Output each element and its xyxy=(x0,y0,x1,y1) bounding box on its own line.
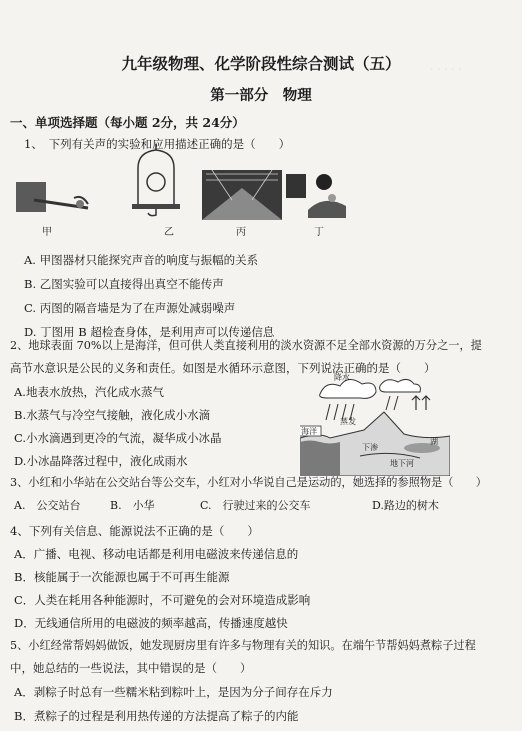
diagram-label-groundwater: 地下河 xyxy=(390,459,414,468)
page-subtitle: 第一部分 物理 xyxy=(210,87,312,104)
bleed-through-text: . . . . . xyxy=(430,60,462,73)
page-title: 九年级物理、化学阶段性综合测试（五） xyxy=(121,54,401,73)
q1-option-c: C. 丙图的隔音墙是为了在声源处减弱噪声 xyxy=(24,301,236,315)
q1-option-a: A. 甲图器材只能探究声音的响度与振幅的关系 xyxy=(24,253,259,267)
q4-option-d: D．无线通信所用的电磁波的频率越高，传播速度越快 xyxy=(14,616,288,630)
section-heading: 一、单项选择题（每小题 2分，共 24分） xyxy=(10,115,245,130)
q2-stem-line1: 2、地球表面 70%以上是海洋，但可供人类直接利用的淡水资源不足全部水资源的万分之一，提 xyxy=(10,339,482,352)
q2-stem-line2: 高节水意识是公民的义务和责任。如图是水循环示意图，下列说法正确的是（ ） xyxy=(10,361,436,375)
q1-figures xyxy=(14,170,344,238)
q4-option-a: A．广播、电视、移动电话都是利用电磁波来传递信息的 xyxy=(14,547,299,561)
q3-option-b: B. 小华 xyxy=(110,499,155,512)
figure-yi xyxy=(126,142,186,220)
q3-option-d: D.路边的树木 xyxy=(372,499,439,512)
q1-option-b: B. 乙图实验可以直接得出真空不能传声 xyxy=(24,277,224,291)
figure-label-yi: 乙 xyxy=(164,227,174,238)
figure-label-jia: 甲 xyxy=(42,227,52,238)
q4-option-b: B．核能属于一次能源也属于不可再生能源 xyxy=(14,570,230,584)
q4-option-c: C．人类在耗用各种能源时，不可避免的会对环境造成影响 xyxy=(14,593,311,607)
q3-option-c: C. 行驶过来的公交车 xyxy=(200,499,311,512)
q5-option-b: B．煮粽子的过程是利用热传递的方法提高了粽子的内能 xyxy=(14,709,299,723)
q1-stem: 1、 下列有关声的实验和应用描述正确的是（ ） xyxy=(24,137,291,151)
q2-option-d: D.小冰晶降落过程中，液化成雨水 xyxy=(14,454,188,468)
q5-stem-line2: 中，她总结的一些说法，其中错误的是（ ） xyxy=(10,661,252,675)
q4-stem: 4、下列有关信息、能源说法不正确的是（ ） xyxy=(10,524,259,538)
diagram-label-lake: 湖 xyxy=(430,437,438,446)
diagram-label-rain: 降水 xyxy=(334,373,350,382)
water-cycle-drawing xyxy=(300,372,450,476)
q2-option-c: C.小水滴遇到更冷的气流，凝华成小冰晶 xyxy=(14,431,222,445)
diagram-label-runoff: 下渗 xyxy=(362,443,378,452)
figure-label-ding: 丁 xyxy=(314,227,324,238)
q2-option-a: A.地表水放热，汽化成水蒸气 xyxy=(14,385,164,399)
figure-ding xyxy=(284,170,349,220)
figure-bing xyxy=(202,170,282,220)
q5-stem-line1: 5、小红经常帮妈妈做饭，她发现厨房里有许多与物理有关的知识。在端午节帮妈妈煮粽子过程 xyxy=(10,639,476,652)
q3-stem: 3、小红和小华站在公交站台等公交车，小红对小华说自己是运动的，她选择的参照物是（ ） xyxy=(10,476,487,489)
diagram-label-sea: 海洋 xyxy=(301,427,317,436)
q5-option-a: A．剥粽子时总有一些糯米粘到粽叶上，是因为分子间存在斥力 xyxy=(14,685,333,699)
water-cycle-diagram xyxy=(300,372,450,476)
figure-label-bing: 丙 xyxy=(236,227,246,238)
q1-option-d: D. 丁图用 B 超检查身体，是利用声可以传递信息 xyxy=(24,325,275,339)
q2-option-b: B.水蒸气与冷空气接触，液化成小水滴 xyxy=(14,408,211,422)
diagram-label-evaporation: 蒸发 xyxy=(340,417,356,426)
q3-option-a: A. 公交站台 xyxy=(14,499,81,512)
figure-jia xyxy=(14,170,94,220)
